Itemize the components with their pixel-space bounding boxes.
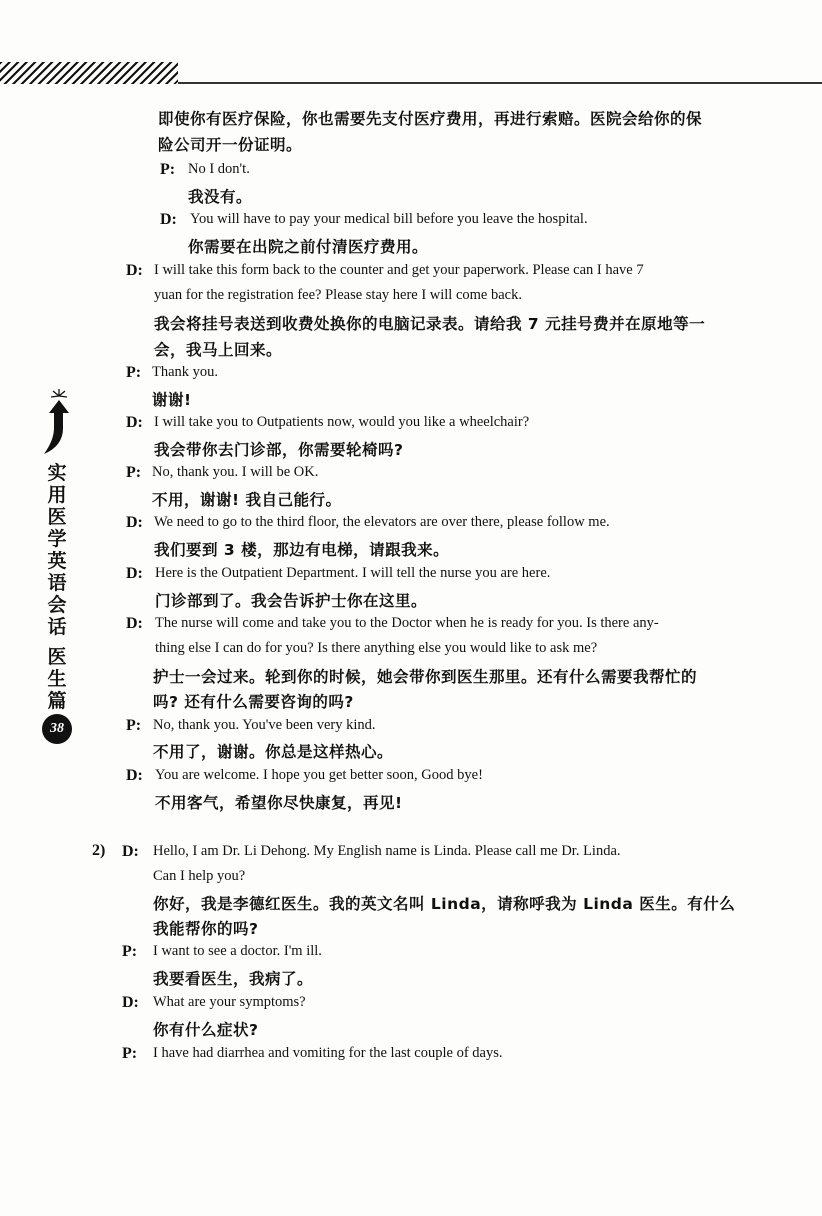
english-line: Here is the Outpatient Department. I will tell the nurse you are here. [155,565,551,581]
english-line: I want to see a doctor. I'm ill. [153,943,322,959]
speaker-label: D: [122,843,139,860]
english-line: You are welcome. I hope you get better soon, Good bye! [155,767,483,783]
chinese-line: 门诊部到了。我会告诉护士你在这里。 [155,592,428,610]
page-number: 38 [42,714,72,744]
english-line: I will take you to Outpatients now, would you like a wheelchair? [154,414,530,430]
english-line: Hello, I am Dr. Li Dehong. My English name is Linda. Please call me Dr. Linda. [153,843,621,859]
chinese-line: 护士一会过来。轮到你的时候，她会带你到医生那里。还有什么需要我帮忙的 [153,668,698,686]
speaker-label: P: [160,161,176,178]
chinese-line: 我能帮你的吗? [153,920,259,938]
arrow-icon [40,388,74,458]
speaker-label: P: [126,364,142,381]
side-tab-title: 实 用 医 学 英 语 会 话 医 生 篇 [47,462,67,712]
chinese-line: 吗? 还有什么需要咨询的吗? [153,693,354,711]
section-number: 2) [92,842,106,859]
chinese-line: 我要看医生，我病了。 [153,970,314,988]
speaker-label: D: [126,615,143,632]
chinese-line: 不用了，谢谢。你总是这样热心。 [153,743,394,761]
english-line: What are your symptoms? [153,994,306,1010]
speaker-label: D: [122,994,139,1011]
chinese-line: 谢谢! [152,391,192,409]
chinese-line: 你有什么症状? [153,1021,259,1039]
speaker-label: D: [126,414,143,431]
speaker-label: D: [126,767,143,784]
english-line: Thank you. [152,364,219,380]
english-line: yuan for the registration fee? Please stay here I will come back. [154,287,522,303]
english-line: I have had diarrhea and vomiting for the last couple of days. [153,1045,503,1061]
speaker-label: D: [160,211,177,228]
english-line: I will take this form back to the counter and get your paperwork. Please can I have 7 [154,262,644,278]
side-tab [38,388,76,748]
speaker-label: D: [126,565,143,582]
chinese-line: 我没有。 [188,188,253,206]
english-line: The nurse will come and take you to the Doctor when he is ready for you. Is there any- [155,615,659,631]
english-line: We need to go to the third floor, the elevators are over there, please follow me. [154,514,610,530]
chinese-line: 险公司开一份证明。 [158,136,303,154]
header-hatch-decoration [0,62,178,84]
chinese-line: 我会带你去门诊部，你需要轮椅吗? [154,441,404,459]
speaker-label: D: [126,514,143,531]
chinese-line: 你好，我是李德红医生。我的英文名叫 Linda，请称呼我为 Linda 医生。有什么 [153,895,736,913]
chinese-line: 我会将挂号表送到收费处换你的电脑记录表。请给我 7 元挂号费并在原地等一 [154,315,706,333]
chinese-line: 即使你有医疗保险，你也需要先支付医疗费用，再进行索赔。医院会给你的保 [158,110,703,128]
chinese-line: 我们要到 3 楼，那边有电梯，请跟我来。 [154,541,450,559]
chinese-line: 不用，谢谢! 我自己能行。 [152,491,342,509]
header-rule [178,82,822,84]
english-line: No, thank you. I will be OK. [152,464,319,480]
english-line: No I don't. [188,161,250,177]
speaker-label: P: [122,943,138,960]
speaker-label: P: [126,717,142,734]
english-line: Can I help you? [153,868,246,884]
chinese-line: 不用客气，希望你尽快康复，再见! [155,794,403,812]
chinese-line: 会，我马上回来。 [154,341,283,359]
chinese-line: 你需要在出院之前付清医疗费用。 [188,238,429,256]
english-line: No, thank you. You've been very kind. [153,717,376,733]
speaker-label: D: [126,262,143,279]
english-line: You will have to pay your medical bill before you leave the hospital. [190,211,588,227]
speaker-label: P: [122,1045,138,1062]
english-line: thing else I can do for you? Is there anything else you would like to ask me? [155,640,598,656]
speaker-label: P: [126,464,142,481]
